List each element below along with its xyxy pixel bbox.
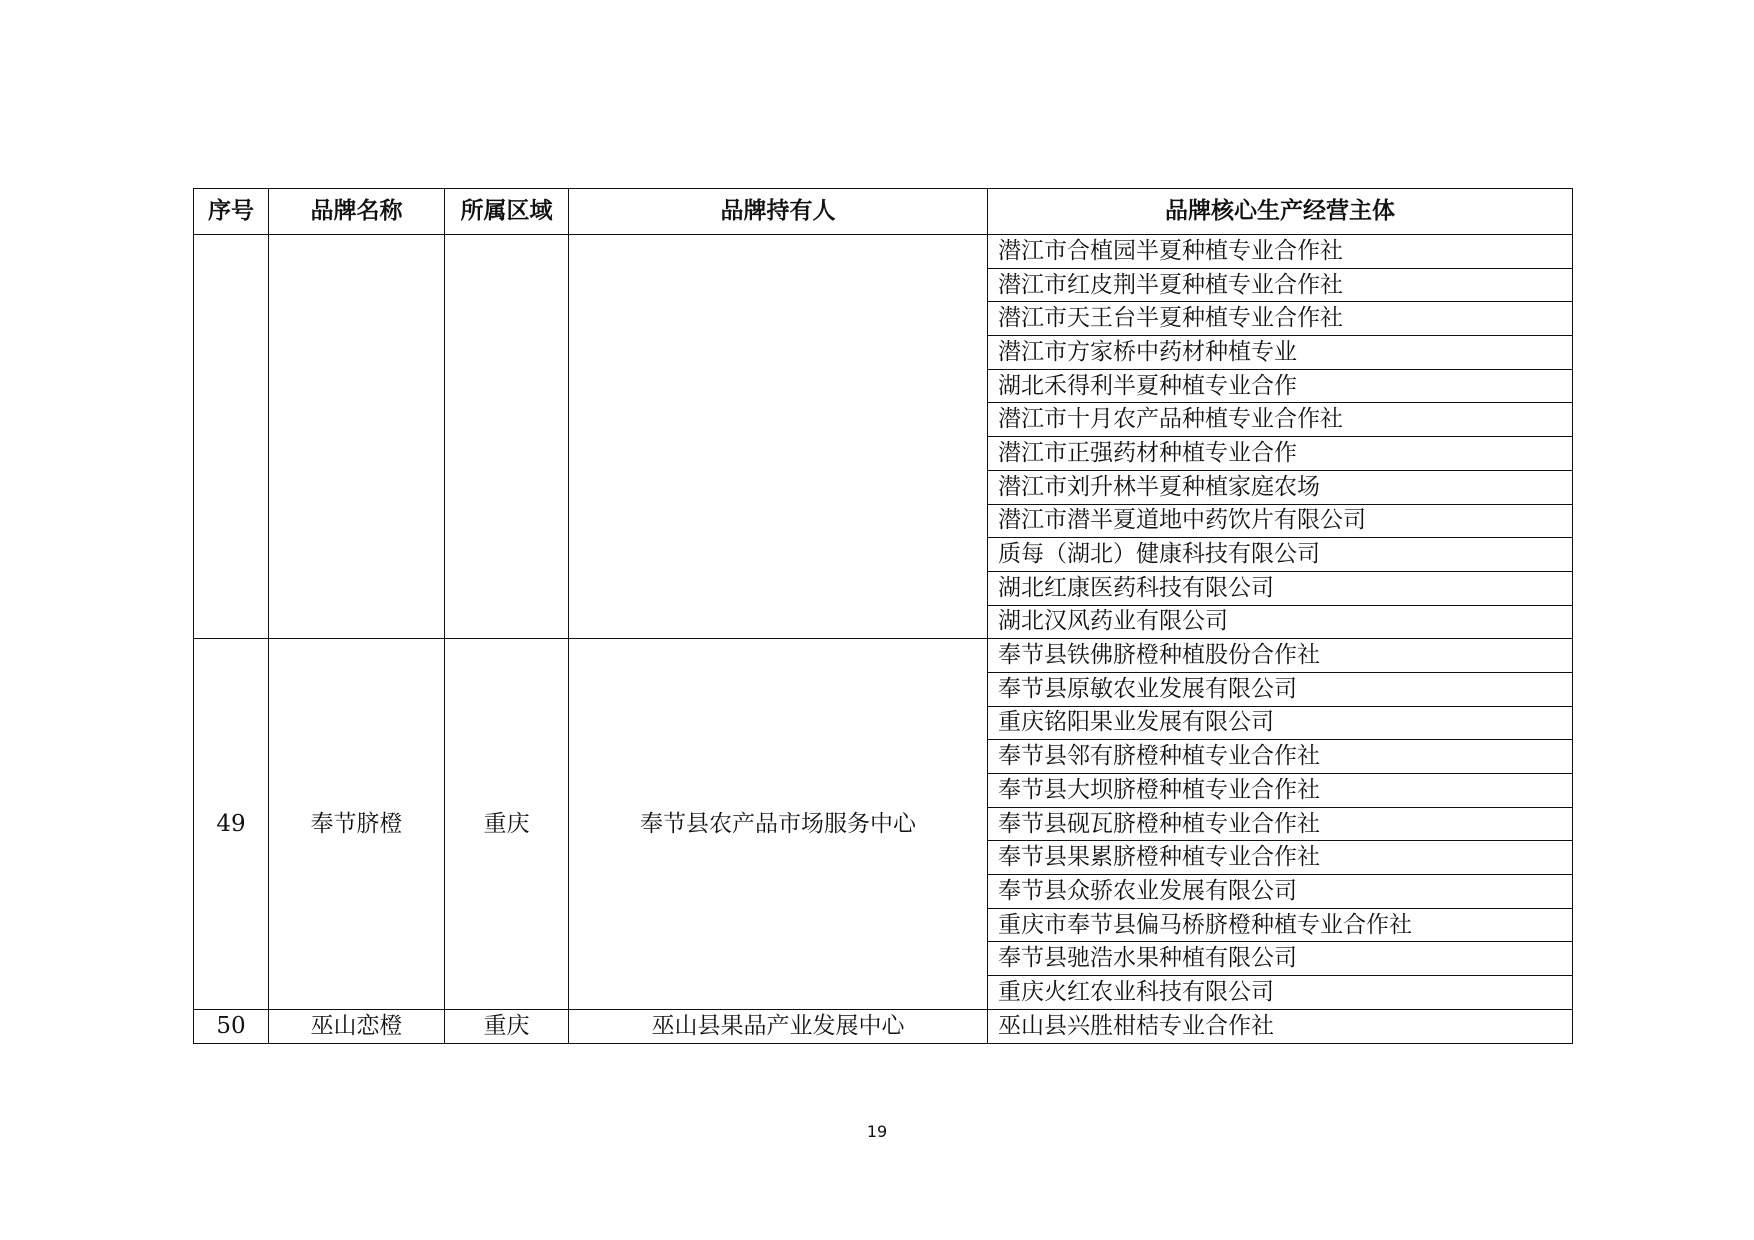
table-row xyxy=(194,235,1573,269)
entity-cell: 湖北禾得利半夏种植专业合作 xyxy=(988,369,1573,403)
table-row xyxy=(194,639,1573,673)
entity-cell: 湖北红康医药科技有限公司 xyxy=(988,571,1573,605)
entity-cell: 奉节县砚瓦脐橙种植专业合作社 xyxy=(988,807,1573,841)
header-holder: 品牌持有人 xyxy=(569,189,988,235)
region-cell: 重庆 xyxy=(445,1009,569,1043)
table-header-row xyxy=(194,189,1573,235)
brand-table xyxy=(193,188,1573,1044)
page-number: 19 xyxy=(866,1122,888,1141)
entity-cell: 重庆市奉节县偏马桥脐橙种植专业合作社 xyxy=(988,908,1573,942)
entity-cell: 重庆铭阳果业发展有限公司 xyxy=(988,706,1573,740)
entity-cell: 奉节县原敏农业发展有限公司 xyxy=(988,672,1573,706)
index-cell: 50 xyxy=(194,1009,269,1043)
table-row xyxy=(194,1009,1573,1043)
entity-cell: 潜江市红皮荆半夏种植专业合作社 xyxy=(988,268,1573,302)
entity-cell: 奉节县邻有脐橙种植专业合作社 xyxy=(988,740,1573,774)
index-cell: 49 xyxy=(194,639,269,1010)
holder-cell: 巫山县果品产业发展中心 xyxy=(569,1009,988,1043)
entity-cell: 奉节县果累脐橙种植专业合作社 xyxy=(988,841,1573,875)
entity-cell: 潜江市正强药材种植专业合作 xyxy=(988,437,1573,471)
entity-cell: 巫山县兴胜柑桔专业合作社 xyxy=(988,1009,1573,1043)
region-cell: 重庆 xyxy=(445,639,569,1010)
header-entities: 品牌核心生产经营主体 xyxy=(988,189,1573,235)
entity-cell: 奉节县铁佛脐橙种植股份合作社 xyxy=(988,639,1573,673)
continued-holder-cell xyxy=(569,235,988,639)
entity-cell: 奉节县众骄农业发展有限公司 xyxy=(988,875,1573,909)
continued-index-cell xyxy=(194,235,269,639)
header-index: 序号 xyxy=(194,189,269,235)
header-region: 所属区域 xyxy=(445,189,569,235)
entity-cell: 潜江市合植园半夏种植专业合作社 xyxy=(988,235,1573,269)
entity-cell: 湖北汉风药业有限公司 xyxy=(988,605,1573,639)
table-body xyxy=(194,235,1573,1044)
entity-cell: 奉节县大坝脐橙种植专业合作社 xyxy=(988,774,1573,808)
brand-name-cell: 巫山恋橙 xyxy=(269,1009,445,1043)
continued-region-cell xyxy=(445,235,569,639)
entity-cell: 重庆火红农业科技有限公司 xyxy=(988,976,1573,1010)
entity-cell: 质每（湖北）健康科技有限公司 xyxy=(988,538,1573,572)
holder-cell: 奉节县农产品市场服务中心 xyxy=(569,639,988,1010)
entity-cell: 潜江市刘升林半夏种植家庭农场 xyxy=(988,470,1573,504)
entity-cell: 潜江市潜半夏道地中药饮片有限公司 xyxy=(988,504,1573,538)
entity-cell: 潜江市十月农产品种植专业合作社 xyxy=(988,403,1573,437)
entity-cell: 奉节县驰浩水果种植有限公司 xyxy=(988,942,1573,976)
entity-cell: 潜江市天王台半夏种植专业合作社 xyxy=(988,302,1573,336)
header-brand-name: 品牌名称 xyxy=(269,189,445,235)
brand-name-cell: 奉节脐橙 xyxy=(269,639,445,1010)
continued-brand-cell xyxy=(269,235,445,639)
entity-cell: 潜江市方家桥中药材种植专业 xyxy=(988,336,1573,370)
